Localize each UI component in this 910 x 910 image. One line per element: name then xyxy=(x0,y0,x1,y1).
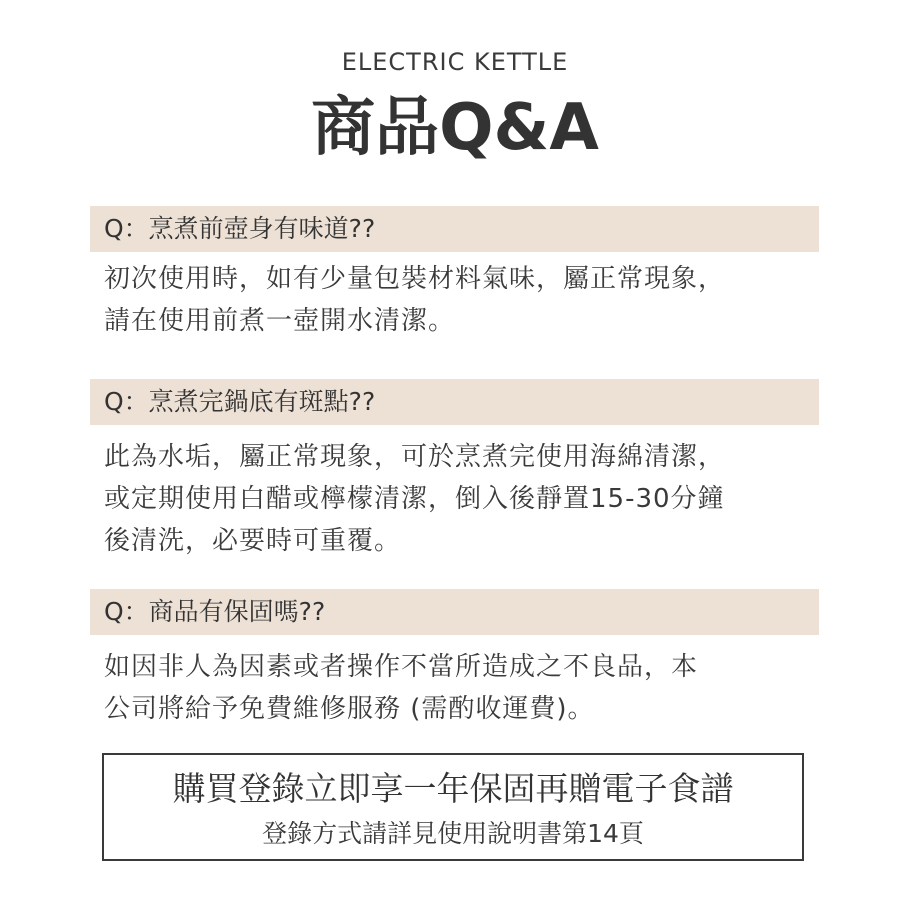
faq-answer-2-line-2: 或定期使用白醋或檸檬清潔，倒入後靜置15-30分鐘 xyxy=(104,484,725,514)
promo-headline: 購買登錄立即享一年保固再贈電子食譜 xyxy=(172,769,734,808)
promo-note: 登錄方式請詳見使用說明書第14頁 xyxy=(262,819,644,848)
faq-answer-2 xyxy=(104,436,820,562)
faq-question-2: Q：烹煮完鍋底有斑點?? xyxy=(90,379,819,425)
faq-answer-1 xyxy=(104,258,820,342)
faq-answer-2-line-3: 後清洗，必要時可重覆。 xyxy=(104,526,402,556)
faq-answer-3-line-1: 如因非人為因素或者操作不當所造成之不良品，本 xyxy=(104,652,699,682)
page-title: 商品Q&A xyxy=(311,91,599,165)
faq-answer-3-line-2: 公司將給予免費維修服務 (需酌收運費)。 xyxy=(104,694,595,724)
promo-box xyxy=(102,753,804,861)
product-subtitle: ELECTRIC KETTLE xyxy=(341,48,569,76)
faq-question-3: Q：商品有保固嗎?? xyxy=(90,589,819,635)
faq-answer-1-line-1: 初次使用時，如有少量包裝材料氣味，屬正常現象， xyxy=(104,264,726,294)
faq-question-1: Q：烹煮前壺身有味道?? xyxy=(90,206,819,252)
faq-answer-1-line-2: 請在使用前煮一壺開水清潔。 xyxy=(104,306,456,336)
faq-answer-2-line-1: 此為水垢，屬正常現象，可於烹煮完使用海綿清潔， xyxy=(104,442,726,472)
faq-answer-3 xyxy=(104,646,820,730)
